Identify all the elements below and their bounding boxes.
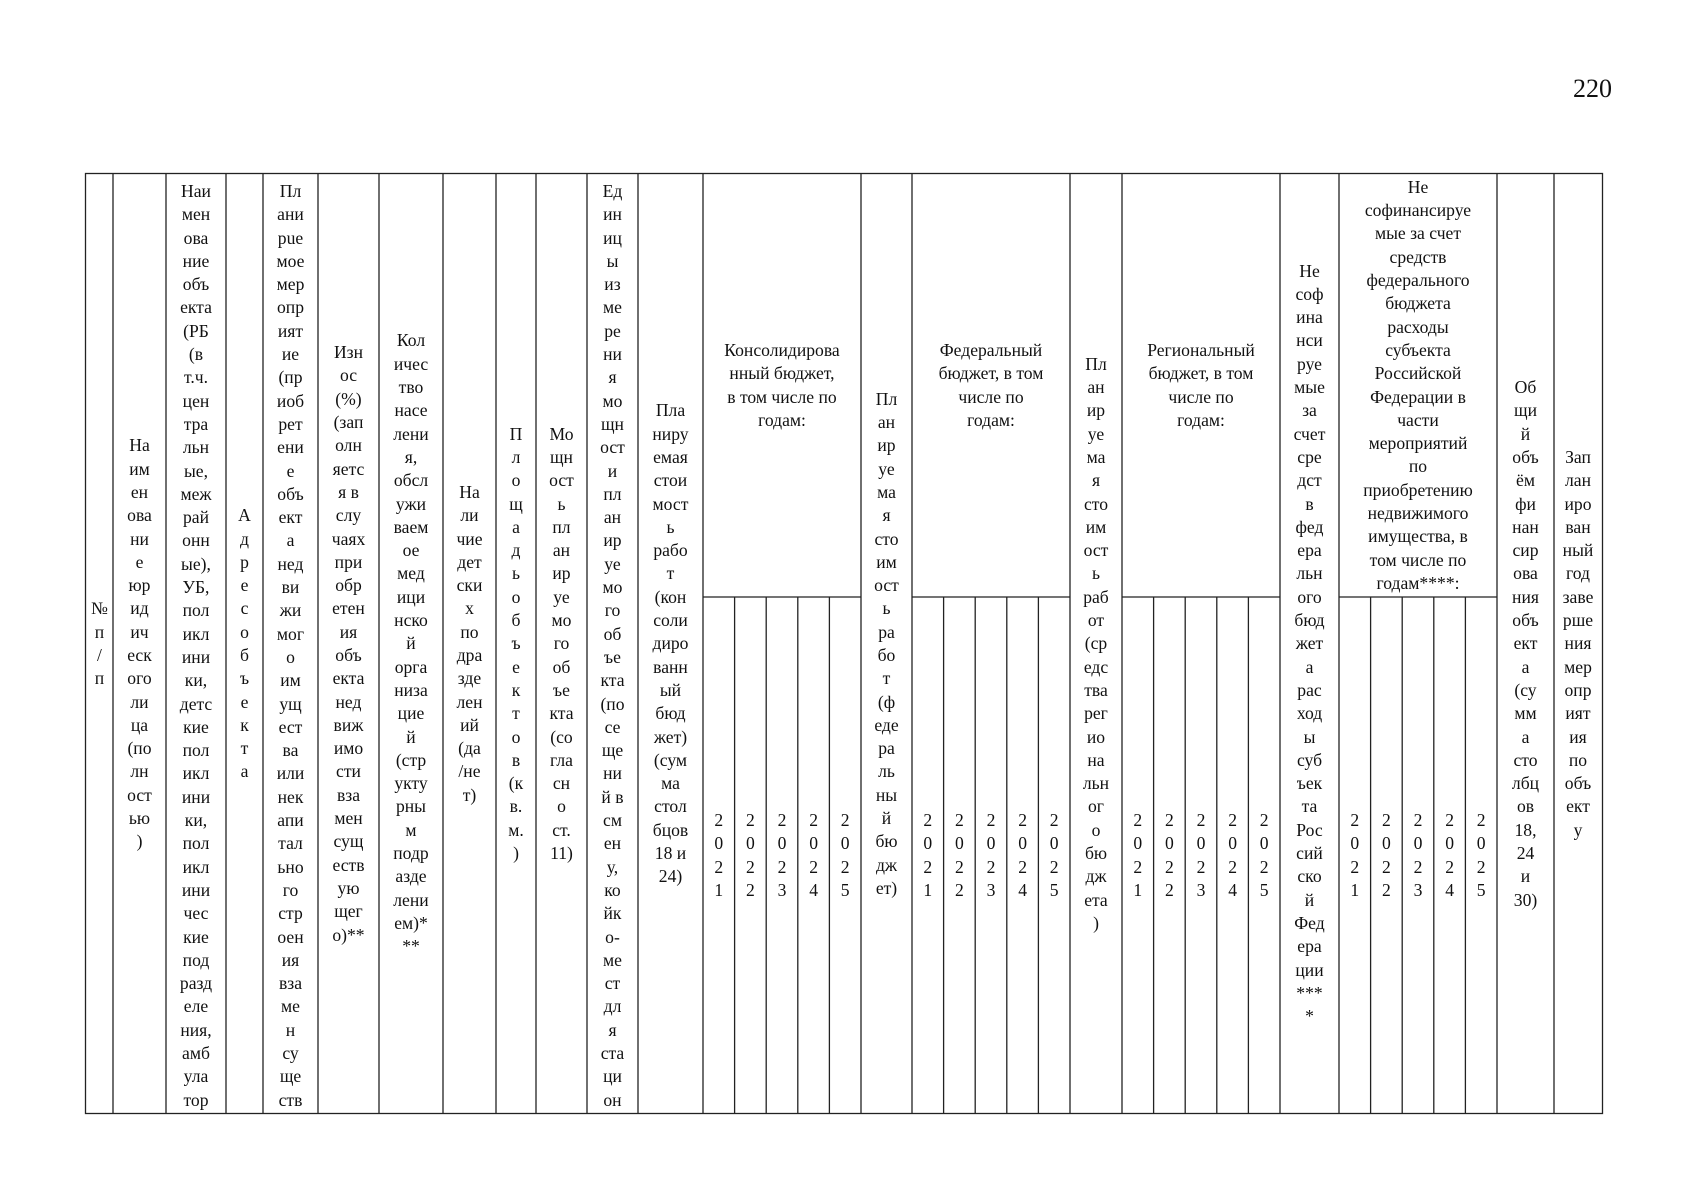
- year-cell: 2 0 2 2: [954, 809, 964, 900]
- header-group-regional-budget: Региональный бюджет, в том числе по годам:: [1147, 339, 1255, 430]
- year-cell: 2 0 2 1: [1133, 809, 1143, 900]
- header-capacity-units: Ед ин иц ы из ме ре ни я мо щн ост и пл ан ир уе мо го об ъе кта (по се ще ни й в см ен у, ко йк о- ме ст дл я ста ци он: [600, 181, 625, 1110]
- year-cell: 2 0 2 3: [986, 809, 996, 900]
- header-legal-entity-name: На им ен ова ни е юр ид ич еск ого ли ца (по лн ост ью ): [127, 435, 152, 852]
- header-planned-cost-federal: Пл ан ир уе ма я сто им ост ь ра бо т (ф еде ра ль ны й бю дж ет): [874, 388, 899, 898]
- year-cell: 2 0 2 2: [745, 809, 755, 900]
- year-cell: 2 0 2 5: [1259, 809, 1269, 900]
- year-cell: 2 0 2 1: [923, 809, 933, 900]
- header-group-federal-budget: Федеральный бюджет, в том числе по годам:: [938, 339, 1044, 430]
- header-population-served: Кол ичес тво насе лени я, обсл ужи ваем ое мед ици нско й орга низа цие й (стр укту рны м подр азде лени ем)* **: [393, 330, 429, 957]
- header-group-non-cofinanced-real-estate: Не софинансируе мые за счет средств федерального бюджета расходы субъекта Российской Федерации в части мероприятий по приобретению недвижимого имущества, в том числе по годам****:: [1363, 176, 1473, 593]
- header-object-address: А д р е с о б ъ е к т а: [238, 505, 251, 782]
- header-planned-cost-regional: Пл ан ир уе ма я сто им ост ь раб от (ср едс тва рег ио на льн ог о бю дж ета ): [1082, 353, 1110, 933]
- year-cell: 2 0 2 4: [809, 809, 818, 900]
- year-cell: 2 0 2 4: [1228, 809, 1237, 900]
- year-cell: 2 0 2 2: [1381, 809, 1391, 900]
- header-total-financing: Об щи й объ ём фи нан сир ова ния объ ект а (су мм а сто лбц ов 18, 24 и 30): [1511, 377, 1540, 910]
- year-cell: 2 0 2 3: [1413, 809, 1423, 900]
- header-planned-completion-year: Зап лан иро ван ный год заве рше ния мер опр ият ия по объ ект у: [1562, 446, 1594, 840]
- year-cell: 2 0 2 4: [1018, 809, 1027, 900]
- page-number: 220: [1573, 74, 1612, 103]
- header-group-consolidated-budget: Консолидирова нный бюджет, в том числе по годам:: [724, 339, 840, 430]
- year-cell: 2 0 2 5: [840, 809, 850, 900]
- header-planned-cost-consolidated: Пла ниру емая стои мост ь рабо т (кон соли диро ванн ый бюд жет) (сум ма стол бцов 18 и 24): [652, 400, 689, 887]
- header-wear-percent: Изн ос (%) (зап олн яетс я в слу чаях при обр етен ия объ екта нед виж имо сти вза мен сущ еств ую щег о)**: [331, 342, 366, 945]
- year-cell: 2 0 2 5: [1049, 809, 1059, 900]
- header-object-name: Наи мен ова ние объ екта (РБ (в т.ч. цен тра льн ые, меж рай онн ые), УБ, пол икл ини ки, детс кие пол икл ини ки, пол икл ини чес кие под разд еле ния, амб ула тор: [179, 181, 213, 1110]
- year-cell: 2 0 2 1: [1350, 809, 1360, 900]
- year-cell: 2 0 2 5: [1476, 809, 1486, 900]
- year-cell: 2 0 2 2: [1164, 809, 1174, 900]
- header-planned-measure: Пл ани рue мое мер опр ият ие (пр иоб рет ени е объ ект а нед ви жи мог о им ущ ест ва или нек апи тал ьно го стр оен ия вза ме н су щe ств: [276, 181, 305, 1110]
- header-row-number: № п / п: [91, 598, 108, 689]
- header-non-cofinanced-expenses: Не соф ина нси руе мые за счет сре дст в фед ера льн ого бюд жет а рас ход ы суб ъек та Рос сий ско й Фед ера ции *** *: [1293, 260, 1326, 1027]
- year-cell: 2 0 2 3: [1196, 809, 1206, 900]
- year-cell: 2 0 2 1: [714, 809, 724, 900]
- header-children-units: На ли чие дет ски х по дра зде лен ий (да /не т): [456, 481, 483, 805]
- year-cell: 2 0 2 3: [777, 809, 787, 900]
- header-object-area: П л о щ а д ь о б ъ е к т о в (к в. м. ): [508, 423, 524, 864]
- header-object-capacity: Мо щн ост ь пл ан ир уе мо го об ъе кта (со гла сн о ст. 11): [549, 423, 574, 864]
- year-cell: 2 0 2 4: [1445, 809, 1454, 900]
